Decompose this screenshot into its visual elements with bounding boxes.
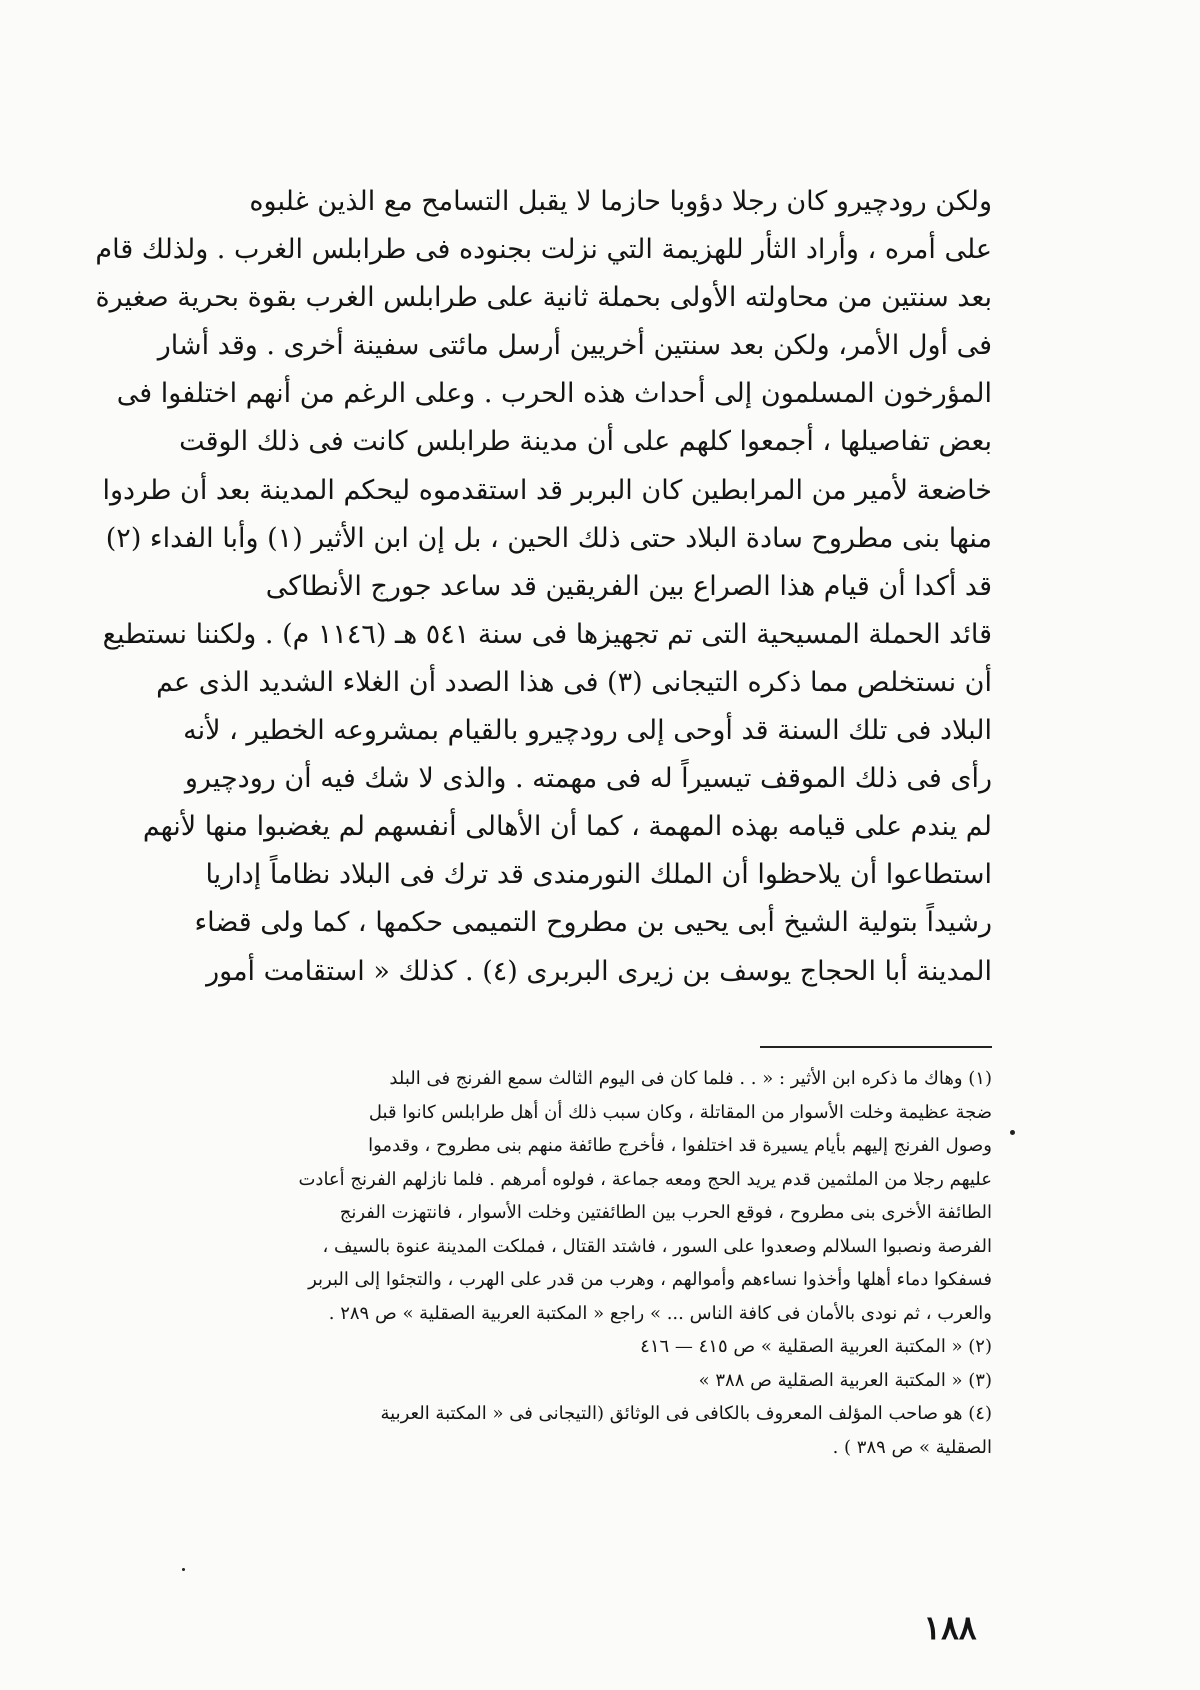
main-text-line: بعد سنتين من محاولته الأولى بحملة ثانية على طرابلس الغرب بقوة بحرية صغيرة <box>95 282 992 314</box>
main-text-line: المدينة أبا الحجاج يوسف بن زيرى البربرى (٤) . كذلك « استقامت أمور <box>206 955 992 987</box>
footnote-line: وصول الفرنج إليهم بأيام يسيرة قد اختلفوا ، فأخرج طائفة منهم بنى مطروح ، وقدموا <box>368 1135 992 1156</box>
main-text-line: البلاد فى تلك السنة قد أوحى إلى رودچيرو بالقيام بمشروعه الخطير ، لأنه <box>183 715 992 747</box>
main-text-line: فى أول الأمر، ولكن بعد سنتين أخريين أرسل مائتى سفينة أخرى . وقد أشار <box>157 330 992 362</box>
footnote-line: ضجة عظيمة وخلت الأسوار من المقاتلة ، وكان سبب ذلك أن أهل طرابلس كانوا قبل <box>368 1101 992 1123</box>
main-text-line: ولكن رودچيرو كان رجلا دؤوبا حازما لا يقبل التسامح مع الذين غلبوه <box>249 186 992 217</box>
scan-speck <box>1010 1130 1015 1135</box>
main-text-line: استطاعوا أن يلاحظوا أن الملك النورمندى قد ترك فى البلاد نظاماً إداريا <box>205 859 992 891</box>
footnote-line: (٣) « المكتبة العربية الصقلية ص ٣٨٨ » <box>698 1369 992 1391</box>
main-text-line: أن نستخلص مما ذكره التيجانى (٣) فى هذا الصدد أن الغلاء الشديد الذى عم <box>156 666 992 698</box>
footnote-line: (٢) « المكتبة العربية الصقلية » ص ٤١٥ — ٤١٦ <box>640 1336 992 1357</box>
main-text-block <box>95 178 992 996</box>
main-text-line: قائد الحملة المسيحية التى تم تجهيزها فى سنة ٥٤١ هـ (١١٤٦ م) . ولكننا نستطيع <box>102 618 992 650</box>
footnote-line: عليهم رجلا من الملثمين قدم يريد الحج ومعه جماعة ، فولوه أمرهم . فلما نازلهم الفرنج أعادت <box>298 1168 992 1190</box>
main-text-line: لم يندم على قيامه بهذه المهمة ، كما أن الأهالى أنفسهم لم يغضبوا منها لأنهم <box>142 811 992 843</box>
footnote-line: (٤) هو صاحب المؤلف المعروف بالكافى فى الوثائق (التيجانى فى « المكتبة العربية <box>380 1403 992 1424</box>
footnote-line: الفرصة ونصبوا السلالم وصعدوا على السور ، فاشتد القتال ، فملكت المدينة عنوة بالسيف ، <box>322 1235 992 1257</box>
footnote-line: والعرب ، ثم نودى بالأمان فى كافة الناس ... » راجع « المكتبة العربية الصقلية » ص ٢٨٩ . <box>328 1302 992 1324</box>
main-text-line: منها بنى مطروح سادة البلاد حتى ذلك الحين ، بل إن ابن الأثير (١) وأبا الفداء (٢) <box>105 522 992 554</box>
main-text-line: على أمره ، وأراد الثأر للهزيمة التي نزلت بجنوده فى طرابلس الغرب . ولذلك قام <box>95 234 992 266</box>
footnote-line: فسفكوا دماء أهلها وأخذوا نساءهم وأموالهم ، وهرب من قدر على الهرب ، والتجئوا إلى البربر <box>308 1269 992 1290</box>
footnote-line: الصقلية » ص ٣٨٩ ) . <box>832 1436 992 1458</box>
main-text-line: خاضعة لأمير من المرابطين كان البربر قد استقدموه ليحكم المدينة بعد أن طردوا <box>102 474 992 506</box>
main-text-line: رشيداً بتولية الشيخ أبى يحيى بن مطروح التميمى حكمها ، كما ولى قضاء <box>194 907 992 939</box>
scan-speck <box>182 1568 185 1571</box>
page-number: ١٨٨ <box>923 1608 977 1647</box>
footnotes-block <box>222 1062 992 1464</box>
footnote-line: الطائفة الأخرى بنى مطروح ، فوقع الحرب بين الطائفتين وخلت الأسوار ، فانتهزت الفرنج <box>339 1202 992 1223</box>
main-text-line: رأى فى ذلك الموقف تيسيراً له فى مهمته . والذى لا شك فيه أن رودچيرو <box>184 763 992 795</box>
main-text-line: قد أكدا أن قيام هذا الصراع بين الفريقين قد ساعد جورج الأنطاكى <box>265 570 992 602</box>
main-text-line: المؤرخون المسلمون إلى أحداث هذه الحرب . وعلى الرغم من أنهم اختلفوا فى <box>116 378 992 410</box>
main-text-line: بعض تفاصيلها ، أجمعوا كلهم على أن مدينة طرابلس كانت فى ذلك الوقت <box>179 426 992 458</box>
footnote-line: (١) وهاك ما ذكره ابن الأثير : « . . فلما كان فى اليوم الثالث سمع الفرنج فى البلد <box>389 1068 992 1089</box>
footnote-divider <box>760 1046 992 1048</box>
